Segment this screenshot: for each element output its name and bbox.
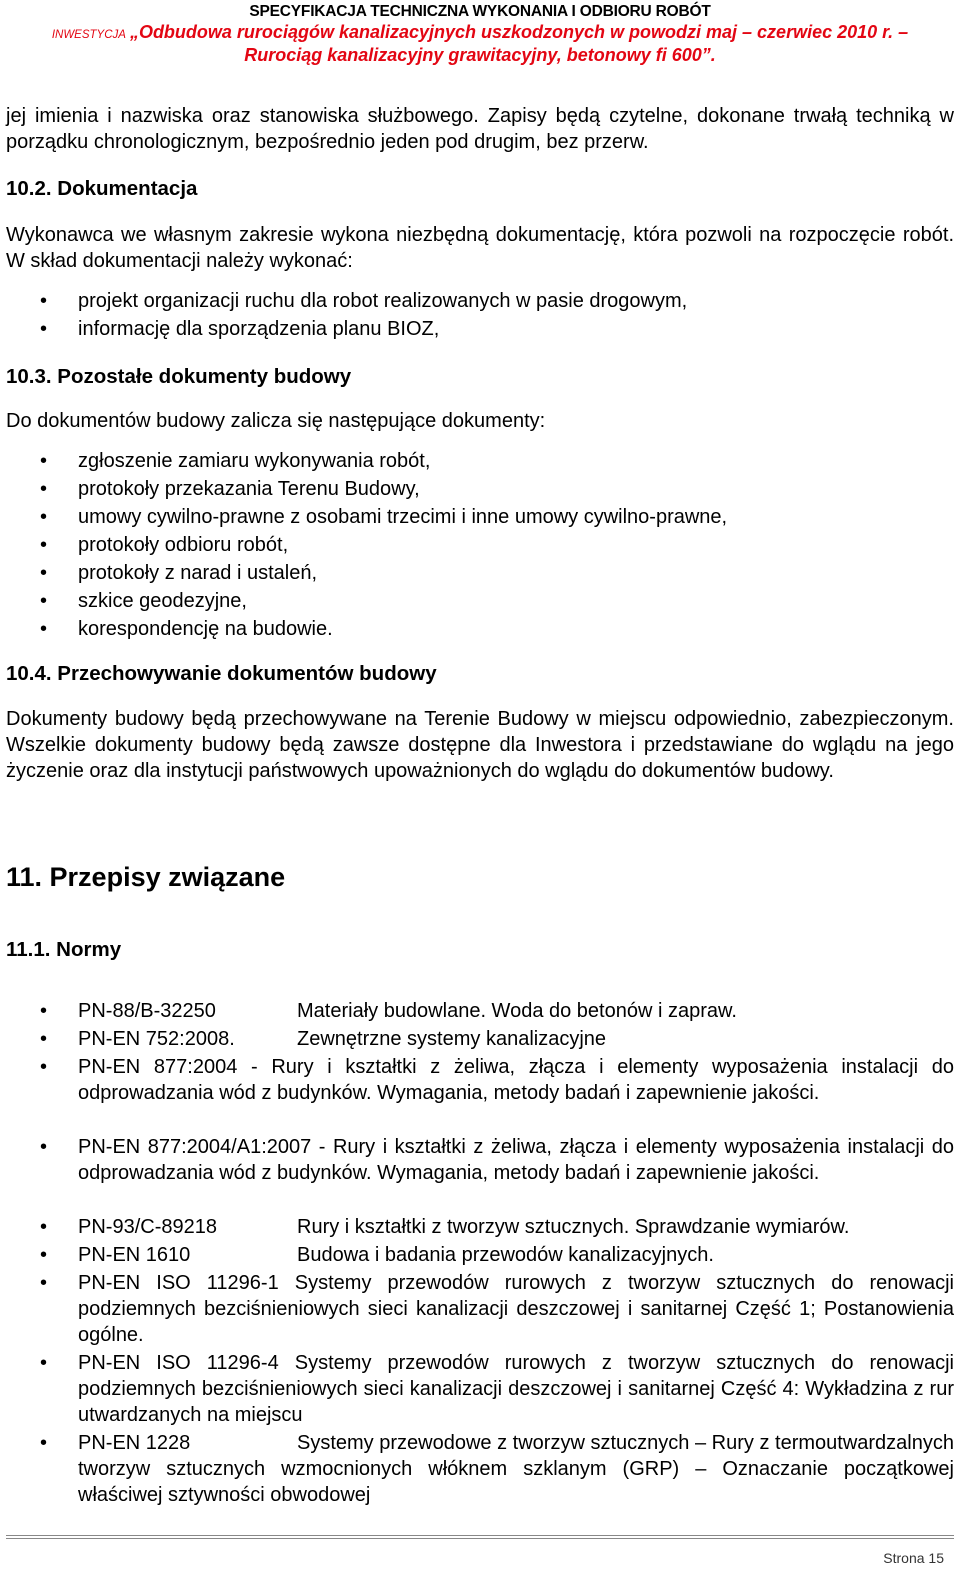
bullet-icon: • (40, 1028, 48, 1050)
bullet-icon: • (40, 1136, 48, 1158)
norm-title: Budowa i badania przewodów kanalizacyjnych. (297, 1244, 714, 1266)
bullet-icon: • (40, 618, 48, 640)
list-item-text: protokoły przekazania Terenu Budowy, (78, 478, 420, 500)
norm-code: PN-88/B-32250 (78, 1000, 216, 1022)
list-item-text: korespondencję na budowie. (78, 618, 333, 640)
intro-paragraph: jej imienia i nazwiska oraz stanowiska służbowego. Zapisy będą czytelne, dokonane trwałą techniką w porządku chronologicznym, bezpośrednio jeden pod drugim, bez przerw. (6, 105, 954, 153)
paragraph-10-3: Do dokumentów budowy zalicza się następujące dokumenty: (6, 410, 546, 432)
header-investment (0, 22, 960, 43)
investment-title-line1: „Odbudowa rurociągów kanalizacyjnych uszkodzonych w powodzi maj – czerwiec 2010 r. – (129, 22, 909, 42)
norm-code: PN-EN 752:2008. (78, 1028, 235, 1050)
heading-11-1: 11.1. Normy (6, 938, 122, 961)
bullet-icon: • (40, 506, 48, 528)
bullet-icon: • (40, 1272, 48, 1294)
norm-item-text (78, 1026, 954, 1052)
norm-title: Zewnętrzne systemy kanalizacyjne (297, 1028, 607, 1050)
list-item-text: protokoły odbioru robót, (78, 534, 289, 556)
list-item-text: protokoły z narad i ustaleń, (78, 562, 318, 584)
norm-code: PN-EN 1610 (78, 1244, 191, 1266)
paragraph-10-4: Dokumenty budowy będą przechowywane na Terenie Budowy w miejscu odpowiednio, zabezpieczonym. Wszelkie dokumenty budowy będą zawsze dostępne dla Inwestora i przedstawiane do wglądu na jego życzenie oraz dla instytucji państwowych upoważnionych do wglądu do dokumentów budowy. (6, 708, 954, 782)
list-item-text: szkice geodezyjne, (78, 590, 247, 612)
norm-code: PN-93/C-89218 (78, 1216, 217, 1238)
norm-item-text: PN-EN ISO 11296-1 Systemy przewodów rurowych z tworzyw sztucznych do renowacji podziemnych bezciśnieniowych sieci kanalizacji deszczowej i sanitarnej Część 1; Postanowienia ogólne. (78, 1272, 954, 1346)
page-number: Strona 15 (883, 1550, 944, 1566)
norm-title: Systemy przewodowe z tworzyw sztucznych – Rury z termoutwardzalnych tworzyw sztucznych wzmocnionych włóknem szklanym (GRP) – Oznaczanie początkowej właściwej sztywności obwodowej (78, 1432, 954, 1506)
bullet-icon: • (40, 1352, 48, 1374)
header-title: SPECYFIKACJA TECHNICZNA WYKONANIA I ODBIORU ROBÓT (249, 3, 711, 20)
bullet-icon: • (40, 1244, 48, 1266)
heading-10-2: 10.2. Dokumentacja (6, 177, 198, 200)
paragraph-10-2: Wykonawca we własnym zakresie wykona niezbędną dokumentację, która pozwoli na rozpoczęcie robót. W skład dokumentacji należy wykonać: (6, 224, 954, 272)
norm-item-text (78, 1214, 954, 1240)
norm-item-text: PN-EN ISO 11296-4 Systemy przewodów rurowych z tworzyw sztucznych do renowacji podziemnych bezciśnieniowych sieci kanalizacji deszczowej i sanitarnej Część 4: Wykładzina z rur utwardzanych na miejscu (78, 1352, 954, 1426)
norm-title: Rury i kształtki z tworzyw sztucznych. Sprawdzanie wymiarów. (297, 1216, 850, 1238)
list-item-text: projekt organizacji ruchu dla robot realizowanych w pasie drogowym, (78, 290, 688, 312)
bullet-icon: • (40, 562, 48, 584)
norm-code: PN-EN 1228 (78, 1432, 191, 1454)
heading-11: 11. Przepisy związane (6, 862, 286, 892)
norm-item-text (78, 1242, 954, 1268)
bullet-icon: • (40, 318, 48, 340)
bullet-icon: • (40, 590, 48, 612)
list-item-text: umowy cywilno-prawne z osobami trzecimi i inne umowy cywilno-prawne, (78, 506, 728, 528)
bullet-icon: • (40, 1432, 48, 1454)
investment-label: INWESTYCJA (51, 29, 126, 41)
norm-item-text: PN-EN 877:2004/A1:2007 - Rury i kształtki z żeliwa, złącza i elementy wyposażenia instalacji do odprowadzania wód z budynków. Wymagania, metody badań i zapewnienie jakości. (78, 1136, 954, 1184)
norm-title: Materiały budowlane. Woda do betonów i zapraw. (297, 1000, 737, 1022)
bullet-icon: • (40, 1000, 48, 1022)
bullet-icon: • (40, 534, 48, 556)
investment-title-line2: Rurociąg kanalizacyjny grawitacyjny, betonowy fi 600”. (244, 45, 716, 65)
norm-item-text (78, 1430, 954, 1508)
norm-item-text (78, 998, 954, 1024)
bullet-icon: • (40, 290, 48, 312)
bullet-icon: • (40, 1216, 48, 1238)
bullet-icon: • (40, 450, 48, 472)
footer-divider-secondary (6, 1538, 954, 1539)
heading-10-3: 10.3. Pozostałe dokumenty budowy (6, 365, 352, 388)
norm-item-text: PN-EN 877:2004 - Rury i kształtki z żeliwa, złącza i elementy wyposażenia instalacji do odprowadzania wód z budynków. Wymagania, metody badań i zapewnienie jakości. (78, 1056, 954, 1104)
heading-10-4: 10.4. Przechowywanie dokumentów budowy (6, 662, 437, 685)
bullet-icon: • (40, 478, 48, 500)
list-item-text: informację dla sporządzenia planu BIOZ, (78, 318, 440, 340)
bullet-icon: • (40, 1056, 48, 1078)
footer-divider (6, 1535, 954, 1536)
list-item-text: zgłoszenie zamiaru wykonywania robót, (78, 450, 431, 472)
